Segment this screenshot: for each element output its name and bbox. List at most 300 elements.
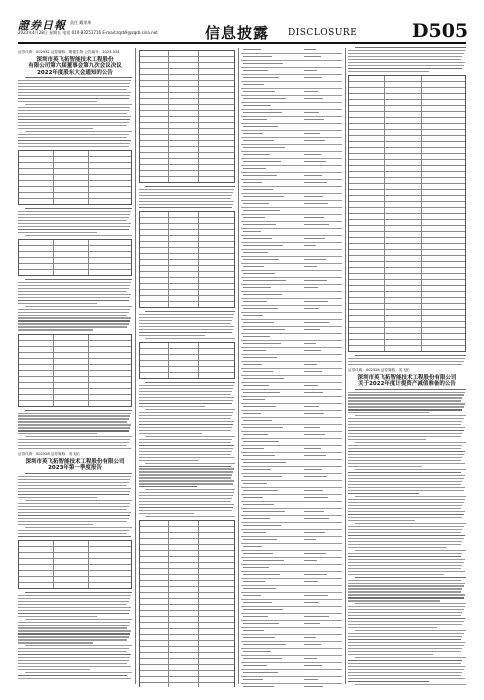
text-line <box>348 445 462 446</box>
column-3 <box>241 47 342 687</box>
text-line <box>139 418 231 419</box>
text-line <box>348 448 461 449</box>
text-line <box>348 451 465 452</box>
list-item <box>241 257 342 264</box>
text-line <box>348 574 444 575</box>
text-line <box>18 625 129 626</box>
text-line <box>348 547 447 548</box>
text-line <box>139 451 232 452</box>
text-line <box>348 514 464 515</box>
text-line <box>139 501 231 502</box>
text-line <box>18 291 127 292</box>
text-line <box>18 642 93 643</box>
text-line <box>18 669 90 670</box>
text-line <box>348 484 461 485</box>
text-line <box>18 627 127 628</box>
list-item <box>241 453 342 460</box>
text-line <box>18 288 129 289</box>
text-line <box>18 223 131 224</box>
text-line <box>139 448 233 449</box>
table-row <box>140 373 234 378</box>
column-1 <box>18 47 132 687</box>
text-line <box>18 229 129 230</box>
text-line <box>18 518 129 519</box>
text-line <box>18 107 130 108</box>
list-item <box>241 404 342 411</box>
text-line <box>348 418 464 419</box>
text-line <box>139 492 234 493</box>
text-line <box>348 412 429 413</box>
list-item <box>241 383 342 390</box>
text-line <box>139 391 232 392</box>
data-table <box>139 342 235 379</box>
list-item <box>241 264 342 271</box>
text-line <box>18 485 127 486</box>
text-line <box>348 433 462 434</box>
data-table <box>18 239 132 276</box>
text-line <box>348 481 462 482</box>
text-line <box>139 207 232 208</box>
col1-code-line: 证券代码：002932 证券简称：明德生物 公告编号：2023-034 <box>18 50 120 54</box>
text-line <box>18 415 130 416</box>
text-line <box>18 430 129 431</box>
list-item <box>241 439 342 446</box>
text-line <box>145 489 235 490</box>
text-line <box>355 496 466 497</box>
text-line <box>139 204 233 205</box>
text-line <box>348 421 462 422</box>
text-line <box>25 208 132 209</box>
text-line <box>18 303 97 304</box>
text-line <box>139 510 232 511</box>
list-item <box>241 110 342 117</box>
list-item <box>241 509 342 516</box>
list-item <box>241 530 342 537</box>
text-line <box>18 639 127 640</box>
list-item <box>241 537 342 544</box>
list-item <box>241 348 342 355</box>
date-line: 2023年4月28日 星期五 电话 010-83251716 E-mail:zqrb9@zqrb.sina.net <box>18 30 158 35</box>
list-item <box>241 243 342 250</box>
list-item <box>241 481 342 488</box>
text-line <box>348 609 464 610</box>
column-2 <box>139 47 235 687</box>
text-line <box>18 427 130 428</box>
text-line <box>18 660 129 661</box>
text-line <box>18 285 130 286</box>
text-line <box>18 320 130 321</box>
text-line <box>348 427 465 428</box>
text-line <box>348 505 462 506</box>
text-line <box>18 512 131 513</box>
editor-line: 责任 戴荣炜 <box>70 20 92 25</box>
list-item <box>241 180 342 187</box>
text-line <box>139 394 231 395</box>
text-line <box>348 535 465 536</box>
text-line <box>145 311 235 312</box>
list-item <box>241 474 342 481</box>
text-line <box>18 595 131 596</box>
text-line <box>139 427 232 428</box>
text-line <box>18 101 97 102</box>
data-table <box>18 150 132 205</box>
text-line <box>348 618 465 619</box>
text-line <box>355 684 466 685</box>
text-line <box>18 678 131 679</box>
text-line <box>348 669 464 670</box>
text-line <box>139 460 199 461</box>
list-item <box>241 572 342 579</box>
list-item <box>241 390 342 397</box>
text-line <box>25 235 132 236</box>
list-item <box>241 418 342 425</box>
text-line <box>18 630 131 631</box>
list-item <box>241 635 342 642</box>
list-item <box>241 327 342 334</box>
list-item <box>241 593 342 600</box>
text-line <box>18 146 129 147</box>
text-line <box>139 400 233 401</box>
text-line <box>348 538 464 539</box>
text-line <box>348 597 464 598</box>
text-line <box>25 436 132 437</box>
list-item <box>241 677 342 684</box>
text-line <box>139 201 234 202</box>
table-row <box>140 683 234 687</box>
list-item <box>241 621 342 628</box>
text-line <box>18 533 127 534</box>
text-line <box>139 189 234 190</box>
list-item <box>241 502 342 509</box>
list-item <box>241 411 342 418</box>
text-line <box>18 211 131 212</box>
text-line <box>18 309 130 310</box>
text-line <box>348 678 465 679</box>
text-line <box>348 565 462 566</box>
text-line <box>139 335 205 336</box>
text-line <box>348 663 461 664</box>
text-line <box>348 56 462 57</box>
list-item <box>241 320 342 327</box>
text-line <box>139 195 232 196</box>
data-table <box>139 520 235 687</box>
text-line <box>18 294 131 295</box>
text-line <box>139 474 232 475</box>
list-item <box>241 61 342 68</box>
data-table <box>18 540 132 589</box>
text-line <box>18 418 129 419</box>
text-line <box>25 645 132 646</box>
text-line <box>348 409 462 410</box>
text-line <box>348 499 465 500</box>
text-line <box>18 439 130 440</box>
text-line <box>18 476 131 477</box>
text-line <box>18 98 129 99</box>
text-line <box>348 660 462 661</box>
text-line <box>348 71 429 72</box>
list-item <box>241 684 342 687</box>
text-line <box>139 412 233 413</box>
text-line <box>18 122 129 123</box>
text-line <box>18 421 127 422</box>
text-line <box>18 509 127 510</box>
list-item <box>241 250 342 257</box>
text-line <box>139 198 231 199</box>
text-line <box>18 601 129 602</box>
list-item <box>241 68 342 75</box>
text-line <box>348 62 465 63</box>
text-line <box>18 282 131 283</box>
text-line <box>18 329 93 330</box>
list-item <box>241 236 342 243</box>
text-line <box>139 320 232 321</box>
text-line <box>18 657 130 658</box>
text-line <box>348 627 437 628</box>
text-line <box>25 279 132 280</box>
text-line <box>139 457 234 458</box>
text-line <box>355 469 466 470</box>
text-line <box>18 297 130 298</box>
text-line <box>355 355 466 356</box>
text-line <box>145 338 235 339</box>
text-line <box>355 603 466 604</box>
text-line <box>348 654 433 655</box>
list-item <box>241 229 342 236</box>
text-line <box>25 619 132 620</box>
list-item <box>241 138 342 145</box>
text-line <box>139 406 205 407</box>
text-line <box>348 645 464 646</box>
list-item <box>241 54 342 61</box>
text-line <box>348 651 461 652</box>
list-item <box>241 586 342 593</box>
text-line <box>18 433 97 434</box>
text-line <box>348 666 465 667</box>
text-line <box>348 639 461 640</box>
column-divider <box>345 48 346 684</box>
text-line <box>348 675 461 676</box>
text-line <box>348 559 465 560</box>
text-line <box>348 615 461 616</box>
text-line <box>25 672 132 673</box>
text-line <box>139 445 234 446</box>
col1-article-title: 深圳市英飞拓智能技术工程股份 有限公司第六届董事会第九次会议决议 2022年度股东大会通知的公告 <box>28 56 122 76</box>
list-item <box>241 663 342 670</box>
text-line <box>18 610 130 611</box>
text-line <box>18 315 127 316</box>
text-line <box>348 648 462 649</box>
text-line <box>348 392 465 393</box>
list-item <box>241 495 342 502</box>
text-line <box>18 604 127 605</box>
list-item <box>241 215 342 222</box>
text-line <box>139 388 233 389</box>
text-line <box>348 606 465 607</box>
table-row <box>19 583 131 588</box>
text-line <box>25 473 132 474</box>
text-line <box>348 633 464 634</box>
text-line <box>139 314 234 315</box>
text-line <box>348 490 464 491</box>
list-item <box>241 467 342 474</box>
text-line <box>139 323 231 324</box>
list-item <box>241 369 342 376</box>
text-line <box>348 681 429 682</box>
text-line <box>355 577 466 578</box>
text-line <box>139 507 233 508</box>
text-line <box>348 403 465 404</box>
list-item <box>241 425 342 432</box>
text-line <box>18 607 131 608</box>
list-item <box>241 285 342 292</box>
text-line <box>348 636 462 637</box>
text-line <box>18 479 130 480</box>
text-line <box>18 675 127 676</box>
list-item <box>241 75 342 82</box>
text-line <box>348 65 464 66</box>
text-line <box>18 536 131 537</box>
col1-code-line-2: 证券代码：002528 证券简称：英飞拓 <box>18 452 80 457</box>
text-line <box>348 580 461 581</box>
text-line <box>25 527 132 528</box>
text-line <box>18 654 131 655</box>
list-item <box>241 271 342 278</box>
text-line <box>18 598 130 599</box>
list-item <box>241 460 342 467</box>
list-item <box>241 222 342 229</box>
text-line <box>348 50 465 51</box>
text-line <box>18 445 127 446</box>
column-4 <box>348 47 466 687</box>
list-item <box>241 397 342 404</box>
text-line <box>18 482 129 483</box>
text-line <box>139 329 233 330</box>
text-line <box>18 494 129 495</box>
text-line <box>348 529 462 530</box>
table-row <box>140 177 234 182</box>
text-line <box>18 524 93 525</box>
text-line <box>18 648 129 649</box>
section-title-english: DISCLOSURE <box>288 28 358 38</box>
list-item <box>241 670 342 677</box>
text-line <box>348 361 464 362</box>
text-line <box>348 591 461 592</box>
text-line <box>18 137 127 138</box>
text-line <box>18 515 130 516</box>
list-item <box>241 523 342 530</box>
text-line <box>18 312 129 313</box>
data-table <box>139 50 235 183</box>
text-line <box>18 521 127 522</box>
text-line <box>348 588 462 589</box>
data-table <box>348 75 466 352</box>
text-line <box>348 526 464 527</box>
col1-article-title-2: 深圳市英飞拓智能技术工程股份有限公司 2023年第一季度报告 <box>25 458 125 472</box>
text-line <box>355 630 466 631</box>
text-line <box>18 326 127 327</box>
list-item <box>241 208 342 215</box>
list-item <box>241 334 342 341</box>
text-line <box>18 119 130 120</box>
text-line <box>145 436 235 437</box>
text-line <box>348 430 464 431</box>
col4-article-title: 深圳市英飞拓智能技术工程股份有限公司 关于2022年度计提资产减值准备的公告 <box>357 374 457 388</box>
table-row <box>19 401 131 406</box>
text-line <box>348 400 461 401</box>
text-line <box>25 592 132 593</box>
text-line <box>348 562 464 563</box>
text-line <box>139 403 232 404</box>
data-table <box>139 211 235 308</box>
text-line <box>355 389 466 390</box>
table-row <box>140 302 234 307</box>
text-line <box>348 541 462 542</box>
list-item <box>241 47 342 54</box>
text-line <box>139 317 233 318</box>
list-item <box>241 124 342 131</box>
text-line <box>139 332 232 333</box>
list-item <box>241 565 342 572</box>
list-item <box>241 187 342 194</box>
list-item <box>241 607 342 614</box>
text-line <box>18 86 129 87</box>
text-line <box>348 364 462 365</box>
text-line <box>348 454 464 455</box>
text-line <box>348 436 461 437</box>
text-line <box>348 358 465 359</box>
list-item <box>241 628 342 635</box>
text-line <box>348 457 462 458</box>
masthead-rule <box>18 42 466 44</box>
text-line <box>18 317 131 318</box>
text-line <box>348 463 465 464</box>
list-item <box>241 166 342 173</box>
text-line <box>18 89 127 90</box>
list-item <box>241 656 342 663</box>
text-line <box>18 622 130 623</box>
list-item <box>241 159 342 166</box>
text-line <box>348 600 440 601</box>
text-line <box>18 616 97 617</box>
text-line <box>18 226 130 227</box>
page-number: D505 <box>412 20 469 42</box>
text-line <box>139 480 234 481</box>
text-line <box>18 651 127 652</box>
text-line <box>348 472 461 473</box>
data-table <box>18 334 132 407</box>
list-item <box>241 194 342 201</box>
text-line <box>18 663 127 664</box>
text-line <box>139 498 232 499</box>
text-line <box>348 502 464 503</box>
list-item <box>241 131 342 138</box>
text-line <box>18 613 129 614</box>
text-line <box>18 413 131 414</box>
text-line <box>348 621 464 622</box>
text-line <box>348 478 464 479</box>
text-line <box>18 217 129 218</box>
list-item <box>241 299 342 306</box>
masthead <box>0 0 484 44</box>
list-item <box>241 446 342 453</box>
text-line <box>348 493 419 494</box>
text-line <box>18 503 130 504</box>
text-line <box>348 511 465 512</box>
text-line <box>18 497 97 498</box>
text-line <box>18 95 130 96</box>
text-line <box>139 477 231 478</box>
list-item <box>241 173 342 180</box>
